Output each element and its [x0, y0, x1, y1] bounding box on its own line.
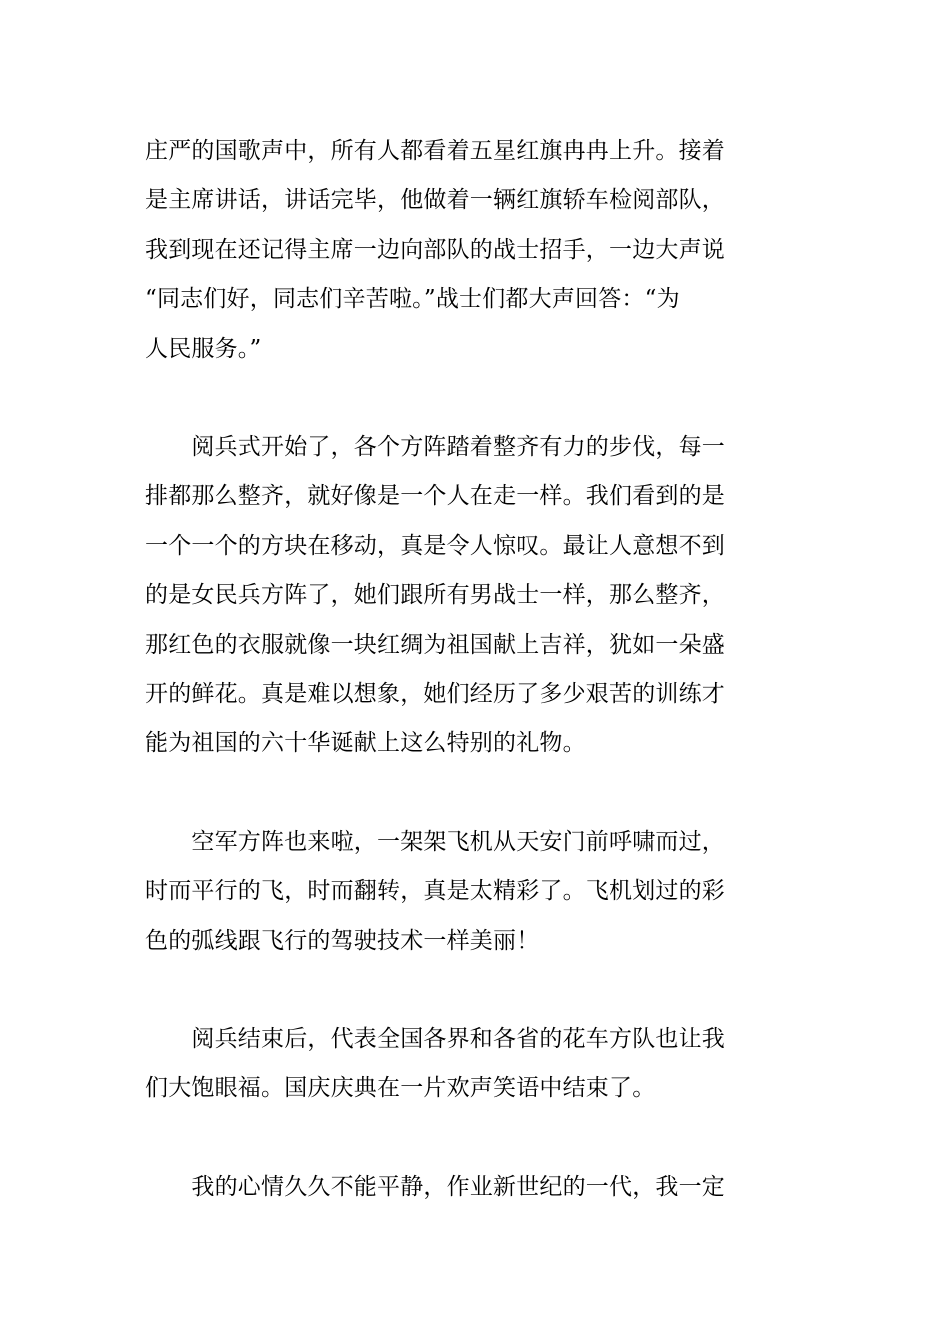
text-line: 一个一个的方块在移动，真是令人惊叹。最让人意想不到 [145, 532, 725, 559]
text-line: 那红色的衣服就像一块红绸为祖国献上吉祥，犹如一朵盛 [145, 631, 725, 658]
text-line: 们大饱眼福。国庆庆典在一片欢声笑语中结束了。 [145, 1075, 656, 1102]
text-line: 庄严的国歌声中，所有人都看着五星红旗冉冉上升。接着 [145, 138, 725, 164]
paragraph-1 [145, 127, 807, 374]
paragraph-5 [145, 1163, 807, 1212]
text-line: 能为祖国的六十华诞献上这么特别的礼物。 [145, 730, 586, 757]
text-line: 的是女民兵方阵了，她们跟所有男战士一样，那么整齐， [145, 582, 725, 609]
text-line: 阅兵式开始了，各个方阵踏着整齐有力的步伐，每一 [145, 434, 725, 460]
text-line: 色的弧线跟飞行的驾驶技术一样美丽！ [145, 927, 540, 954]
text-line: 开的鲜花。真是难以想象，她们经历了多少艰苦的训练才 [145, 680, 725, 707]
text-line: 我到现在还记得主席一边向部队的战士招手，一边大声说 [145, 236, 725, 263]
text-line: 时而平行的飞，时而翻转，真是太精彩了。飞机划过的彩 [145, 878, 725, 905]
paragraph-2 [145, 423, 807, 769]
text-line: “同志们好，同志们辛苦啦。”战士们都大声回答：“为 [145, 286, 680, 313]
paragraph-4 [145, 1015, 807, 1114]
text-line: 空军方阵也来啦，一架架飞机从天安门前呼啸而过， [145, 829, 725, 855]
text-line: 人民服务。” [145, 335, 262, 362]
text-line: 排都那么整齐，就好像是一个人在走一样。我们看到的是 [145, 483, 725, 510]
text-line: 阅兵结束后，代表全国各界和各省的花车方队也让我 [145, 1026, 725, 1052]
paragraph-3 [145, 818, 807, 966]
text-line: 是主席讲话，讲话完毕，他做着一辆红旗轿车检阅部队， [145, 187, 725, 214]
text-line: 我的心情久久不能平静，作业新世纪的一代，我一定 [145, 1174, 725, 1200]
